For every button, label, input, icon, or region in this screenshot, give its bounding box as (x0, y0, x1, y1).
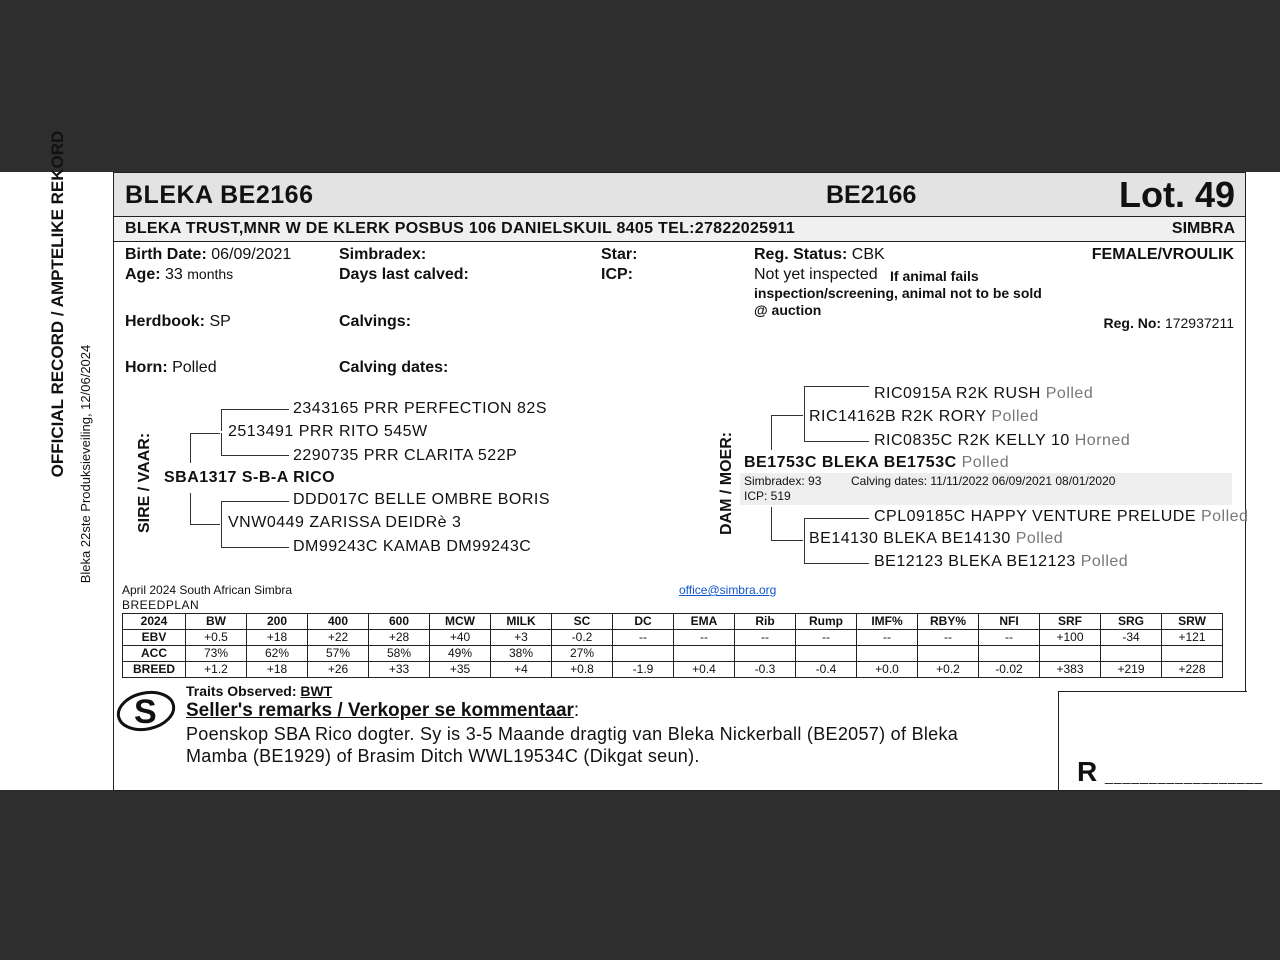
table-cell: +219 (1101, 662, 1162, 678)
table-cell (1101, 646, 1162, 662)
table-cell: -- (613, 630, 674, 646)
ped-line (190, 524, 220, 525)
ped-line (771, 415, 772, 450)
sex: FEMALE/VROULIK (1091, 246, 1234, 263)
animal-name: BLEKA BE2166 (125, 181, 314, 209)
table-cell: SRG (1101, 614, 1162, 630)
ped-line (804, 441, 869, 442)
simbradex-label: Simbradex: (339, 246, 427, 263)
icp-label: ICP: (601, 266, 633, 283)
reg-no: Reg. No: 172937211 (1103, 315, 1234, 331)
table-cell: +1.2 (186, 662, 247, 678)
table-cell (613, 646, 674, 662)
table-cell: -0.02 (979, 662, 1040, 678)
svg-text:S: S (134, 693, 157, 731)
lot-card (113, 172, 1264, 791)
table-cell: 200 (247, 614, 308, 630)
lot-number: Lot. 49 (1118, 174, 1235, 215)
table-cell: 27% (552, 646, 613, 662)
ped-line (771, 415, 803, 416)
dam-dam: BE14130 BLEKA BE14130 Polled (809, 530, 1064, 547)
table-cell: SRW (1162, 614, 1223, 630)
remarks-line-2: Mamba (BE1929) of Brasim Ditch WWL19534C (Dikgat seun). (186, 746, 700, 766)
table-cell: +228 (1162, 662, 1223, 678)
table-cell: DC (613, 614, 674, 630)
reg-status: Reg. Status: CBK (754, 246, 885, 263)
table-cell (796, 646, 857, 662)
sale-subtitle: Bleka 22ste Produksieveiling, 12/06/2024 (78, 344, 93, 584)
card-right-border (1245, 173, 1246, 692)
horn: Horn: Polled (125, 359, 217, 376)
birth-date: Birth Date: 06/09/2021 (125, 246, 292, 263)
side-caption (48, 130, 108, 664)
sire-dam-sire: DDD017C BELLE OMBRE BORIS (293, 491, 551, 508)
table-cell: BREED (123, 662, 186, 678)
table-cell: EBV (123, 630, 186, 646)
table-cell: 49% (430, 646, 491, 662)
table-cell (857, 646, 918, 662)
dam-info-box (740, 473, 1232, 505)
table-cell: SC (552, 614, 613, 630)
ped-line (190, 433, 191, 463)
table-cell: +0.4 (674, 662, 735, 678)
ped-line (221, 547, 289, 548)
dam-sire: RIC14162B R2K RORY Polled (809, 408, 1039, 425)
table-cell: MCW (430, 614, 491, 630)
dam-simbradex: Simbradex: 93 (744, 474, 822, 488)
table-cell: -- (735, 630, 796, 646)
table-cell: RBY% (918, 614, 979, 630)
calving-dates-label: Calving dates: (339, 359, 449, 376)
table-cell: +100 (1040, 630, 1101, 646)
table-cell (674, 646, 735, 662)
table-cell: BW (186, 614, 247, 630)
table-cell: 400 (308, 614, 369, 630)
ped-line (221, 501, 289, 502)
table-cell: +0.0 (857, 662, 918, 678)
dam-label: DAM / MOER: (718, 431, 735, 535)
star-label: Star: (601, 246, 638, 263)
price-currency: R (1077, 756, 1098, 787)
sire-dam-dam: DM99243C KAMAB DM99243C (293, 538, 532, 555)
dam-dam-sire: CPL09185C HAPPY VENTURE PRELUDE Polled (874, 508, 1249, 525)
table-cell: +28 (369, 630, 430, 646)
table-cell: NFI (979, 614, 1040, 630)
dam-dam-dam: BE12123 BLEKA BE12123 Polled (874, 553, 1129, 570)
inspection-status: Not yet inspected (754, 266, 878, 283)
dam-icp: ICP: 519 (744, 489, 791, 503)
inspection-note: If animal fails inspection/screening, animal not to be sold @ auction (754, 268, 1042, 318)
table-cell: -0.4 (796, 662, 857, 678)
ped-line (221, 409, 289, 410)
days-last-calved-label: Days last calved: (339, 266, 469, 283)
price-box (1058, 691, 1264, 791)
remarks-title: Seller's remarks / Verkoper se kommentaar: (186, 700, 580, 721)
table-cell: -1.9 (613, 662, 674, 678)
sire-name: SBA1317 S-B-A RICO (164, 469, 336, 486)
card-header (114, 173, 1246, 217)
table-cell: SRF (1040, 614, 1101, 630)
table-cell: Rump (796, 614, 857, 630)
table-cell: IMF% (857, 614, 918, 630)
evaluation-method: BREEDPLAN (122, 598, 200, 612)
official-record-title: OFFICIAL RECORD / AMPTELIKE REKORD (48, 130, 67, 478)
ped-line (771, 507, 772, 540)
table-cell: -- (979, 630, 1040, 646)
table-cell: +22 (308, 630, 369, 646)
table-cell: 57% (308, 646, 369, 662)
sire-sire-dam: 2290735 PRR CLARITA 522P (293, 447, 518, 464)
table-cell: +3 (491, 630, 552, 646)
ped-line (804, 518, 805, 563)
table-header-row (123, 614, 1223, 630)
table-cell: +40 (430, 630, 491, 646)
table-cell: 600 (369, 614, 430, 630)
table-cell: 2024 (123, 614, 186, 630)
herdbook: Herdbook: SP (125, 313, 231, 330)
table-cell: -- (674, 630, 735, 646)
ped-line (221, 455, 289, 456)
traits-observed: Traits Observed: BWT (186, 683, 333, 699)
email-link[interactable]: office@simbra.org (679, 583, 777, 597)
ped-line (771, 540, 803, 541)
table-row (123, 630, 1223, 646)
table-cell: -- (918, 630, 979, 646)
ped-line (190, 433, 220, 434)
dam-calving-dates: Calving dates: 11/11/2022 06/09/2021 08/01/2020 (851, 474, 1116, 488)
age: Age: 33 months (125, 266, 234, 283)
owner-details: BLEKA TRUST,MNR W DE KLERK POSBUS 106 DANIELSKUIL 8405 TEL:27822025911 (125, 220, 796, 237)
breed-name: SIMBRA (1171, 220, 1235, 237)
evaluation-source: April 2024 South African Simbra (122, 583, 293, 597)
table-cell: +4 (491, 662, 552, 678)
table-cell: Rib (735, 614, 796, 630)
table-cell: 38% (491, 646, 552, 662)
table-cell: +18 (247, 630, 308, 646)
table-cell (1040, 646, 1101, 662)
table-cell: +0.8 (552, 662, 613, 678)
ped-line (804, 518, 869, 519)
sire-label: SIRE / VAAR: (136, 432, 153, 533)
table-cell: +26 (308, 662, 369, 678)
ped-line (804, 386, 805, 441)
animal-code: BE2166 (826, 181, 917, 209)
table-cell (918, 646, 979, 662)
table-cell (735, 646, 796, 662)
sire-sire-sire: 2343165 PRR PERFECTION 82S (293, 400, 547, 417)
dam-name: BE1753C BLEKA BE1753C Polled (744, 454, 1010, 471)
ped-line (221, 501, 222, 547)
owner-bar (114, 217, 1246, 242)
table-cell: -0.3 (735, 662, 796, 678)
sire-sire: 2513491 PRR RITO 545W (228, 423, 428, 440)
simbra-logo (114, 685, 178, 735)
table-cell: ACC (123, 646, 186, 662)
ped-line (221, 433, 222, 455)
table-cell: -- (796, 630, 857, 646)
table-cell: 58% (369, 646, 430, 662)
table-cell: +0.2 (918, 662, 979, 678)
table-cell: +0.5 (186, 630, 247, 646)
ped-line (190, 493, 191, 525)
simbra-logo-icon (114, 685, 178, 735)
ped-line (804, 563, 869, 564)
table-cell: +121 (1162, 630, 1223, 646)
table-cell: 62% (247, 646, 308, 662)
table-cell: +35 (430, 662, 491, 678)
table-cell: MILK (491, 614, 552, 630)
dam-sire-sire: RIC0915A R2K RUSH Polled (874, 385, 1094, 402)
table-cell (979, 646, 1040, 662)
table-cell: -- (857, 630, 918, 646)
table-cell (1162, 646, 1223, 662)
table-cell: 73% (186, 646, 247, 662)
sire-dam: VNW0449 ZARISSA DEIDRè 3 (228, 514, 462, 531)
ped-line (221, 409, 222, 431)
table-cell: +383 (1040, 662, 1101, 678)
ebv-table (122, 613, 1223, 678)
table-cell: +33 (369, 662, 430, 678)
table-row (123, 646, 1223, 662)
table-cell: +18 (247, 662, 308, 678)
calvings-label: Calvings: (339, 313, 412, 330)
dam-sire-dam: RIC0835C R2K KELLY 10 Horned (874, 432, 1131, 449)
table-cell: -34 (1101, 630, 1162, 646)
price-blank[interactable]: __________________ (1105, 768, 1264, 784)
ped-line (804, 386, 869, 387)
remarks-line-1: Poenskop SBA Rico dogter. Sy is 3-5 Maande dragtig van Bleka Nickerball (BE2057) of Bleka (186, 724, 959, 744)
table-cell: EMA (674, 614, 735, 630)
table-cell: -0.2 (552, 630, 613, 646)
table-row (123, 662, 1223, 678)
